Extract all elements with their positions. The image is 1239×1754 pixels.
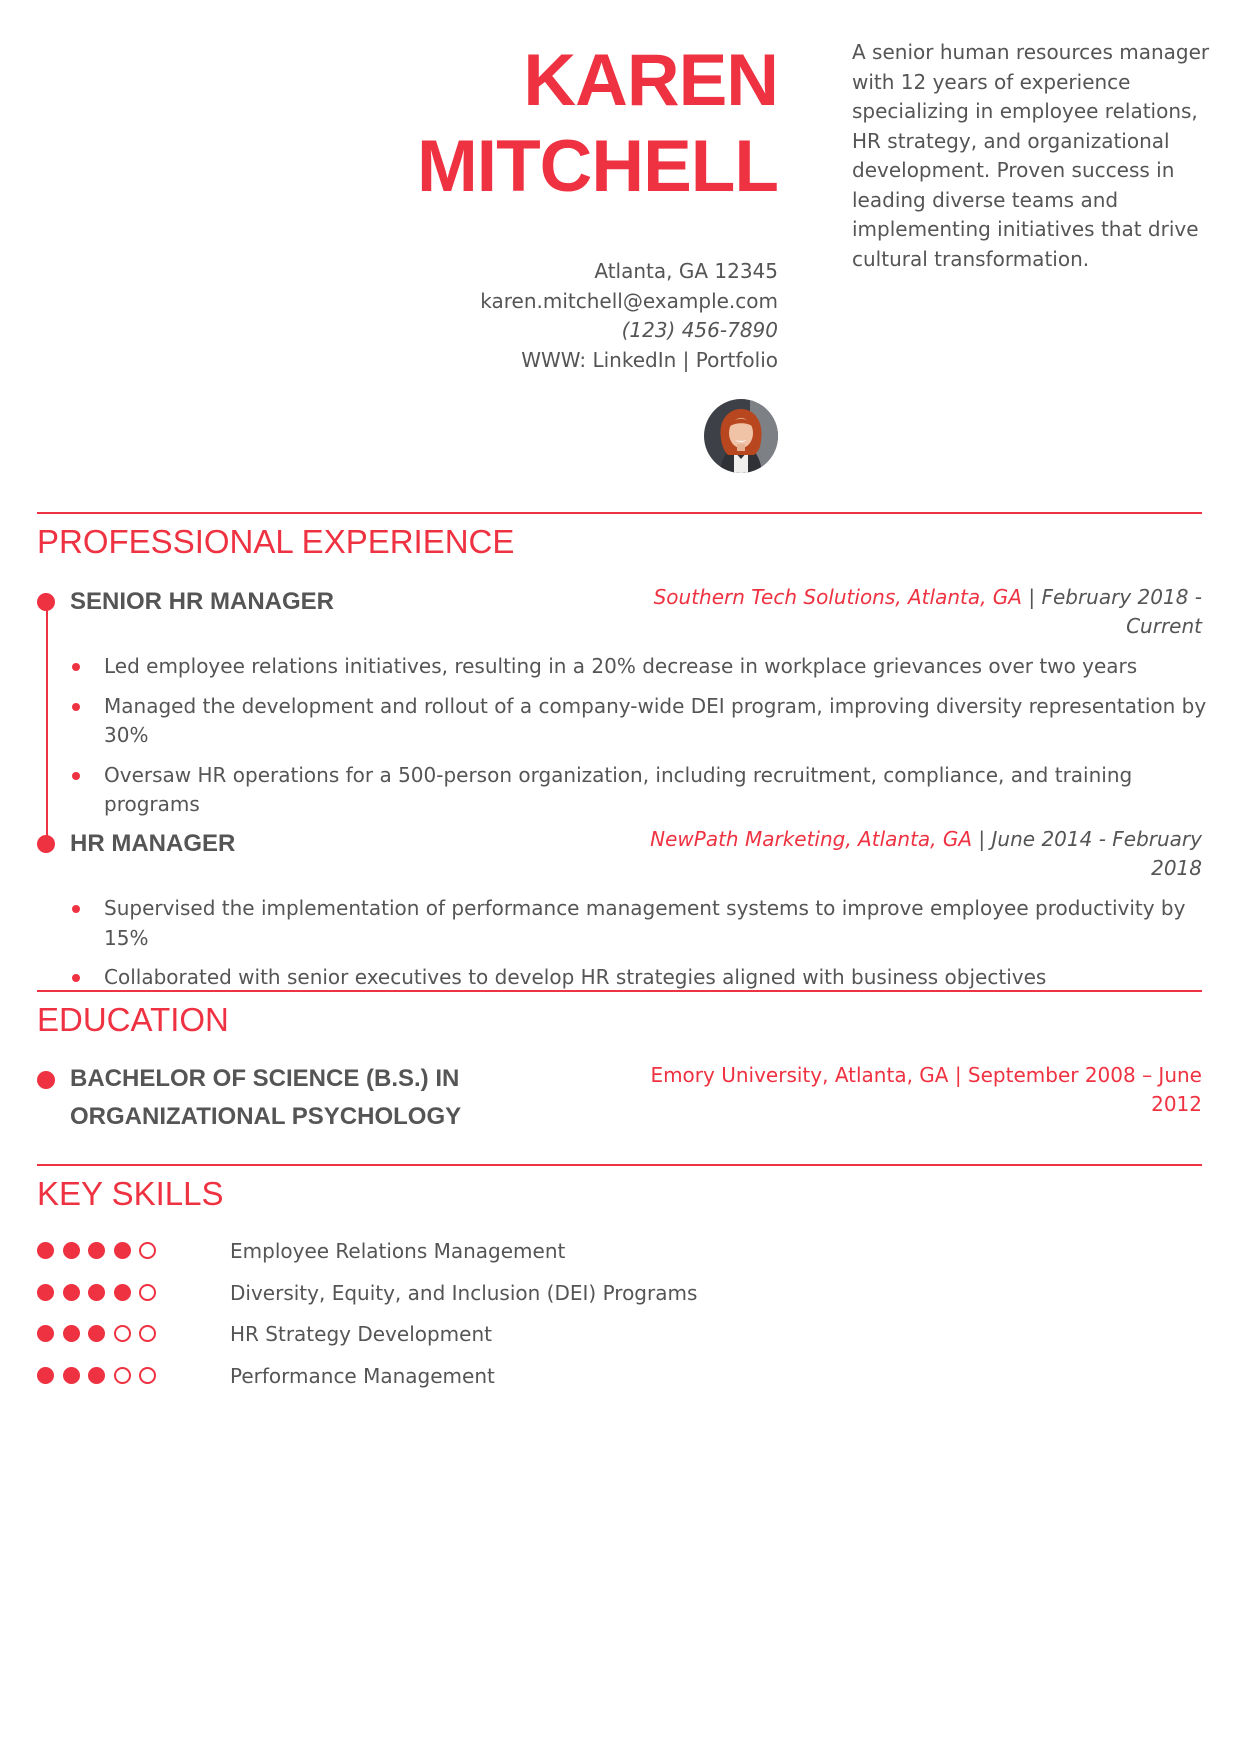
- rating-filled-dot: [88, 1367, 105, 1384]
- bullet-icon: [72, 663, 80, 671]
- rating-filled-dot: [114, 1284, 131, 1301]
- first-name: KAREN: [523, 40, 778, 121]
- skills-list: [37, 1237, 837, 1403]
- bullet-icon: [72, 905, 80, 913]
- timeline-line: [46, 602, 48, 846]
- section-divider: [37, 1164, 1202, 1166]
- rating-empty-dot: [139, 1325, 156, 1342]
- contact-info: [300, 257, 778, 375]
- section-divider: [37, 990, 1202, 992]
- phone-text: (123) 456-7890: [621, 318, 778, 342]
- skill-row: [37, 1237, 837, 1279]
- profile-summary: A senior human resources manager with 12 years of experience specializing in employee relations, HR strategy, and organizational development. Proven success in leading diverse teams and implementing initiatives that drive cultural transformation.: [852, 40, 1210, 271]
- rating-empty-dot: [139, 1242, 156, 1259]
- bullet-icon: [72, 974, 80, 982]
- job-meta: [642, 583, 1202, 641]
- location-text: Atlanta, GA 12345: [594, 259, 778, 283]
- job-bullets: [70, 894, 1210, 1003]
- education-details: Emory University, Atlanta, GA | September 2008 – June 2012: [650, 1063, 1202, 1116]
- rating-filled-dot: [114, 1242, 131, 1259]
- rating-filled-dot: [88, 1284, 105, 1301]
- skill-name: Performance Management: [230, 1363, 495, 1388]
- rating-empty-dot: [114, 1325, 131, 1342]
- skill-row: [37, 1279, 837, 1321]
- list-item: [70, 894, 1210, 953]
- profile-photo-icon: [704, 399, 778, 473]
- bullet-icon: [72, 772, 80, 780]
- avatar: [704, 399, 778, 473]
- rating-filled-dot: [37, 1284, 54, 1301]
- skill-name: Employee Relations Management: [230, 1239, 566, 1263]
- list-item: [70, 761, 1210, 820]
- job-title: SENIOR HR MANAGER: [70, 588, 335, 615]
- timeline-dot: [37, 593, 55, 611]
- rating-filled-dot: [88, 1242, 105, 1259]
- company-name: NewPath Marketing, Atlanta, GA: [650, 827, 973, 851]
- rating-empty-dot: [114, 1367, 131, 1384]
- timeline-dot: [37, 835, 55, 853]
- skill-name: HR Strategy Development: [230, 1322, 492, 1346]
- bullet-text: Led employee relations initiatives, resulting in a 20% decrease in workplace grievances over two years: [104, 654, 1138, 678]
- bullet-text: Supervised the implementation of performance management systems to improve employee productivity by 15%: [104, 896, 1186, 950]
- rating-filled-dot: [63, 1242, 80, 1259]
- rating-filled-dot: [63, 1284, 80, 1301]
- bullet-icon: [72, 703, 80, 711]
- job-dates: | February 2018 - Current: [1022, 585, 1202, 638]
- bullet-text: Oversaw HR operations for a 500-person organization, including recruitment, compliance, and training programs: [104, 762, 1133, 816]
- rating-filled-dot: [63, 1325, 80, 1342]
- list-item: [70, 963, 1210, 993]
- job-dates: | June 2014 - February 2018: [972, 827, 1202, 880]
- job-bullets: [70, 652, 1210, 830]
- list-item: [70, 652, 1210, 682]
- email-link[interactable]: karen.mitchell@example.com: [480, 288, 778, 313]
- skill-row: [37, 1362, 837, 1404]
- experience-heading: PROFESSIONAL EXPERIENCE: [37, 523, 515, 560]
- education-heading: EDUCATION: [37, 1001, 229, 1038]
- rating-filled-dot: [37, 1367, 54, 1384]
- section-divider: [37, 512, 1202, 514]
- skill-name: Diversity, Equity, and Inclusion (DEI) Programs: [230, 1280, 698, 1305]
- bullet-text: Collaborated with senior executives to develop HR strategies aligned with business objectives: [104, 965, 1047, 989]
- last-name: MITCHELL: [417, 126, 778, 207]
- candidate-name: [0, 38, 778, 210]
- rating-filled-dot: [37, 1325, 54, 1342]
- skill-row: [37, 1320, 837, 1362]
- degree-title: BACHELOR OF SCIENCE (B.S.) IN ORGANIZATIONAL PSYCHOLOGY: [70, 1065, 462, 1130]
- rating-filled-dot: [63, 1367, 80, 1384]
- company-name: Southern Tech Solutions, Atlanta, GA: [653, 585, 1022, 609]
- rating-empty-dot: [139, 1284, 156, 1301]
- list-item: [70, 692, 1210, 751]
- job-title: HR MANAGER: [70, 830, 236, 857]
- job-meta: [642, 825, 1202, 883]
- bullet-text: Managed the development and rollout of a company-wide DEI program, improving diversity representation by 30%: [104, 693, 1207, 747]
- rating-empty-dot: [139, 1367, 156, 1384]
- skills-heading: KEY SKILLS: [37, 1175, 224, 1212]
- rating-filled-dot: [88, 1325, 105, 1342]
- web-links[interactable]: WWW: LinkedIn | Portfolio: [521, 347, 778, 372]
- rating-filled-dot: [37, 1242, 54, 1259]
- education-dot: [37, 1071, 55, 1089]
